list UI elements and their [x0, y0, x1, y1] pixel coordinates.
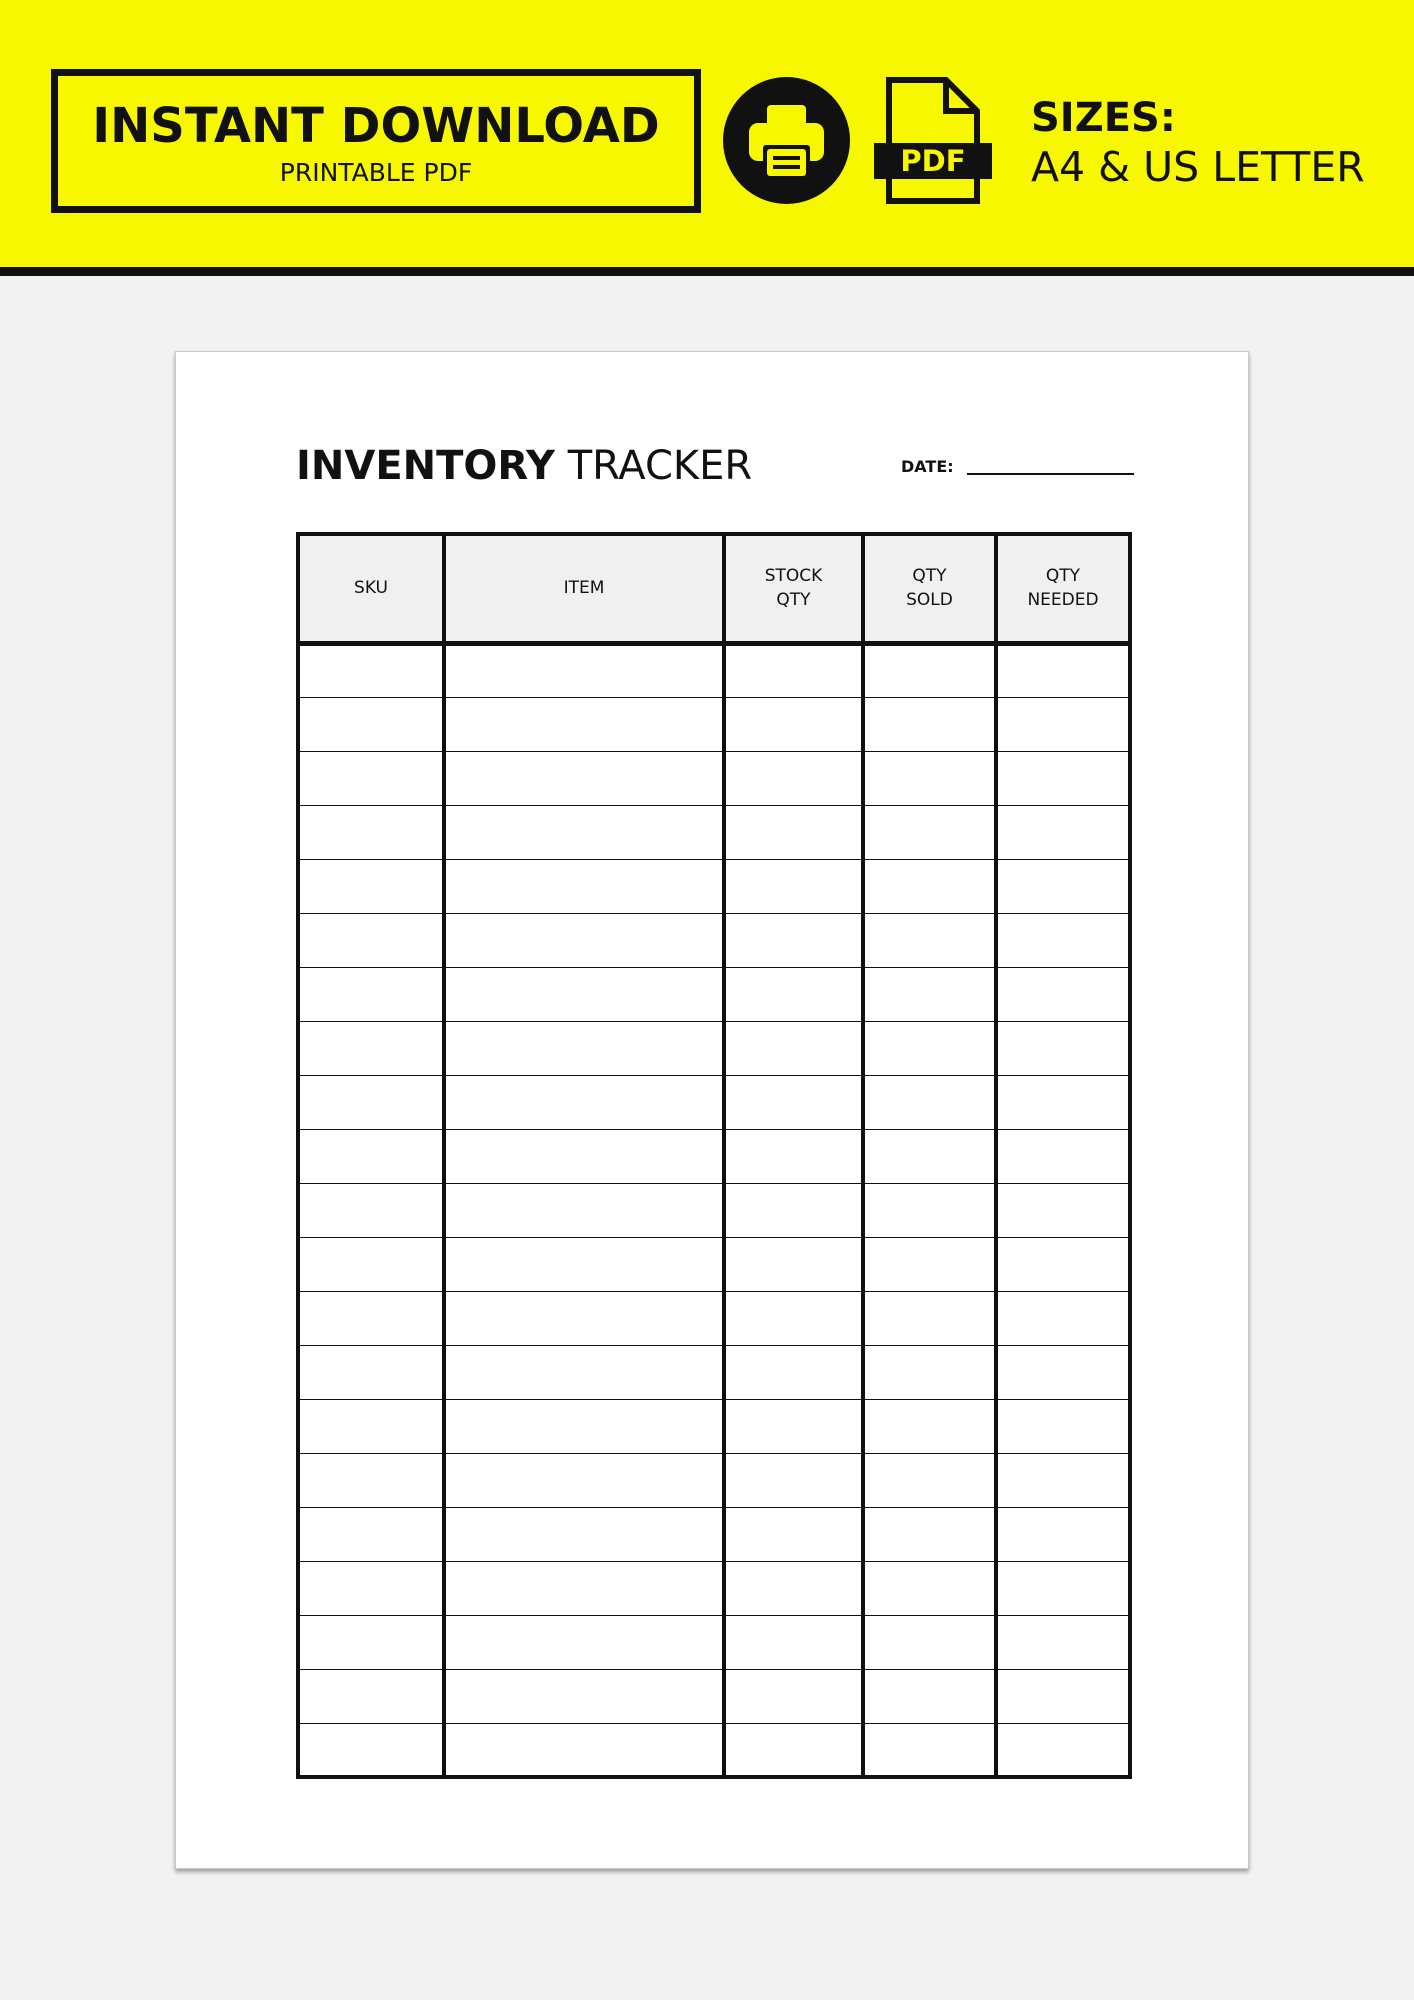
table-cell	[444, 751, 724, 805]
table-cell	[996, 1021, 1130, 1075]
table-row	[298, 1075, 1130, 1129]
table-cell	[298, 697, 444, 751]
table-cell	[996, 1669, 1130, 1723]
table-cell	[444, 913, 724, 967]
inventory-table	[296, 532, 1132, 1779]
table-cell	[298, 1075, 444, 1129]
badge-title: INSTANT DOWNLOAD	[92, 98, 660, 154]
table-cell	[724, 1129, 863, 1183]
table-cell	[996, 1399, 1130, 1453]
table-cell	[444, 697, 724, 751]
table-cell	[724, 859, 863, 913]
table-row	[298, 1669, 1130, 1723]
table-cell	[724, 1561, 863, 1615]
table-cell	[724, 1453, 863, 1507]
table-cell	[444, 1561, 724, 1615]
table-row	[298, 1453, 1130, 1507]
table-cell	[298, 1237, 444, 1291]
badge-subtitle: PRINTABLE PDF	[279, 158, 473, 187]
table-cell	[724, 1723, 863, 1777]
table-cell	[444, 1075, 724, 1129]
table-row	[298, 1237, 1130, 1291]
table-cell	[996, 1129, 1130, 1183]
table-header-row	[298, 534, 1130, 643]
table-cell	[444, 1723, 724, 1777]
table-row	[298, 859, 1130, 913]
printer-icon	[723, 77, 850, 204]
table-cell	[724, 1237, 863, 1291]
table-cell	[863, 1075, 996, 1129]
table-row	[298, 1021, 1130, 1075]
table-cell	[996, 697, 1130, 751]
table-cell	[863, 1399, 996, 1453]
table-cell	[444, 1615, 724, 1669]
table-cell	[996, 1561, 1130, 1615]
column-header-qty-needed: QTY NEEDED	[996, 534, 1130, 643]
table-cell	[863, 967, 996, 1021]
table-cell	[444, 1399, 724, 1453]
table-cell	[996, 1723, 1130, 1777]
column-header-stock-qty: STOCK QTY	[724, 534, 863, 643]
table-cell	[444, 1669, 724, 1723]
table-cell	[996, 1507, 1130, 1561]
table-cell	[863, 1183, 996, 1237]
table-cell	[863, 1021, 996, 1075]
table-cell	[863, 1453, 996, 1507]
sheet-title	[296, 442, 752, 490]
table-cell	[724, 805, 863, 859]
date-label: DATE:	[901, 457, 954, 476]
table-cell	[444, 1507, 724, 1561]
table-cell	[444, 805, 724, 859]
table-cell	[724, 913, 863, 967]
table-cell	[444, 1183, 724, 1237]
sizes-info	[1031, 94, 1365, 192]
table-cell	[863, 643, 996, 697]
table-cell	[863, 1345, 996, 1399]
table-cell	[863, 1669, 996, 1723]
table-cell	[724, 1021, 863, 1075]
sizes-value: A4 & US LETTER	[1031, 143, 1365, 191]
table-row	[298, 1561, 1130, 1615]
table-cell	[863, 1237, 996, 1291]
pdf-file-shape	[872, 77, 994, 204]
table-row	[298, 1507, 1130, 1561]
table-row	[298, 1399, 1130, 1453]
table-cell	[863, 913, 996, 967]
table-cell	[298, 1345, 444, 1399]
table-cell	[444, 859, 724, 913]
pdf-icon-label: PDF	[900, 144, 966, 178]
table-cell	[996, 805, 1130, 859]
table-cell	[863, 1723, 996, 1777]
table-cell	[444, 1291, 724, 1345]
column-header-sku: SKU	[298, 534, 444, 643]
table-cell	[444, 1237, 724, 1291]
table-cell	[298, 751, 444, 805]
sheet-title-bold: INVENTORY	[296, 443, 555, 489]
table-cell	[724, 751, 863, 805]
table-cell	[298, 1399, 444, 1453]
table-cell	[444, 1453, 724, 1507]
table-cell	[863, 1291, 996, 1345]
table-cell	[724, 643, 863, 697]
table-cell	[298, 1615, 444, 1669]
table-cell	[298, 1453, 444, 1507]
table-cell	[724, 967, 863, 1021]
table-cell	[298, 643, 444, 697]
table-cell	[863, 1507, 996, 1561]
table-cell	[298, 913, 444, 967]
table-cell	[996, 1291, 1130, 1345]
table-cell	[996, 1237, 1130, 1291]
table-row	[298, 697, 1130, 751]
table-row	[298, 967, 1130, 1021]
table-cell	[996, 1183, 1130, 1237]
table-cell	[724, 1345, 863, 1399]
table-cell	[863, 805, 996, 859]
table-row	[298, 1345, 1130, 1399]
table-cell	[298, 859, 444, 913]
table-body	[298, 643, 1130, 1777]
promo-banner	[0, 0, 1414, 276]
table-cell	[996, 1615, 1130, 1669]
table-cell	[444, 1345, 724, 1399]
table-cell	[444, 1129, 724, 1183]
table-cell	[298, 967, 444, 1021]
table-row	[298, 1723, 1130, 1777]
table-cell	[298, 1183, 444, 1237]
table-cell	[996, 1453, 1130, 1507]
instant-download-badge	[51, 69, 701, 213]
date-line	[967, 473, 1134, 475]
table-row	[298, 1183, 1130, 1237]
table-cell	[996, 913, 1130, 967]
table-cell	[724, 697, 863, 751]
table-cell	[863, 1129, 996, 1183]
table-row	[298, 805, 1130, 859]
table-cell	[724, 1183, 863, 1237]
table-row	[298, 913, 1130, 967]
table-cell	[298, 1561, 444, 1615]
table-cell	[444, 967, 724, 1021]
table-cell	[863, 1615, 996, 1669]
inventory-sheet-preview	[175, 351, 1249, 1869]
table-cell	[996, 859, 1130, 913]
table-cell	[996, 967, 1130, 1021]
table-cell	[298, 1669, 444, 1723]
table-cell	[298, 805, 444, 859]
table-cell	[724, 1669, 863, 1723]
table-cell	[444, 1021, 724, 1075]
column-header-item: ITEM	[444, 534, 724, 643]
column-header-qty-sold: QTY SOLD	[863, 534, 996, 643]
table-cell	[996, 643, 1130, 697]
table-cell	[863, 697, 996, 751]
table-cell	[724, 1399, 863, 1453]
table-cell	[298, 1507, 444, 1561]
table-cell	[444, 643, 724, 697]
pdf-file-icon	[872, 77, 994, 204]
table-cell	[298, 1723, 444, 1777]
table-cell	[298, 1129, 444, 1183]
table-row	[298, 1615, 1130, 1669]
table-cell	[863, 859, 996, 913]
table-cell	[863, 751, 996, 805]
table-cell	[724, 1507, 863, 1561]
table-cell	[996, 751, 1130, 805]
table-cell	[996, 1345, 1130, 1399]
table-row	[298, 751, 1130, 805]
table-cell	[996, 1075, 1130, 1129]
sizes-title: SIZES:	[1031, 95, 1176, 141]
sheet-title-light: TRACKER	[567, 443, 753, 489]
table-row	[298, 643, 1130, 697]
table-row	[298, 1291, 1130, 1345]
table-cell	[724, 1615, 863, 1669]
table-cell	[724, 1291, 863, 1345]
table-row	[298, 1129, 1130, 1183]
table-cell	[298, 1021, 444, 1075]
table-cell	[298, 1291, 444, 1345]
table-cell	[724, 1075, 863, 1129]
table-cell	[863, 1561, 996, 1615]
